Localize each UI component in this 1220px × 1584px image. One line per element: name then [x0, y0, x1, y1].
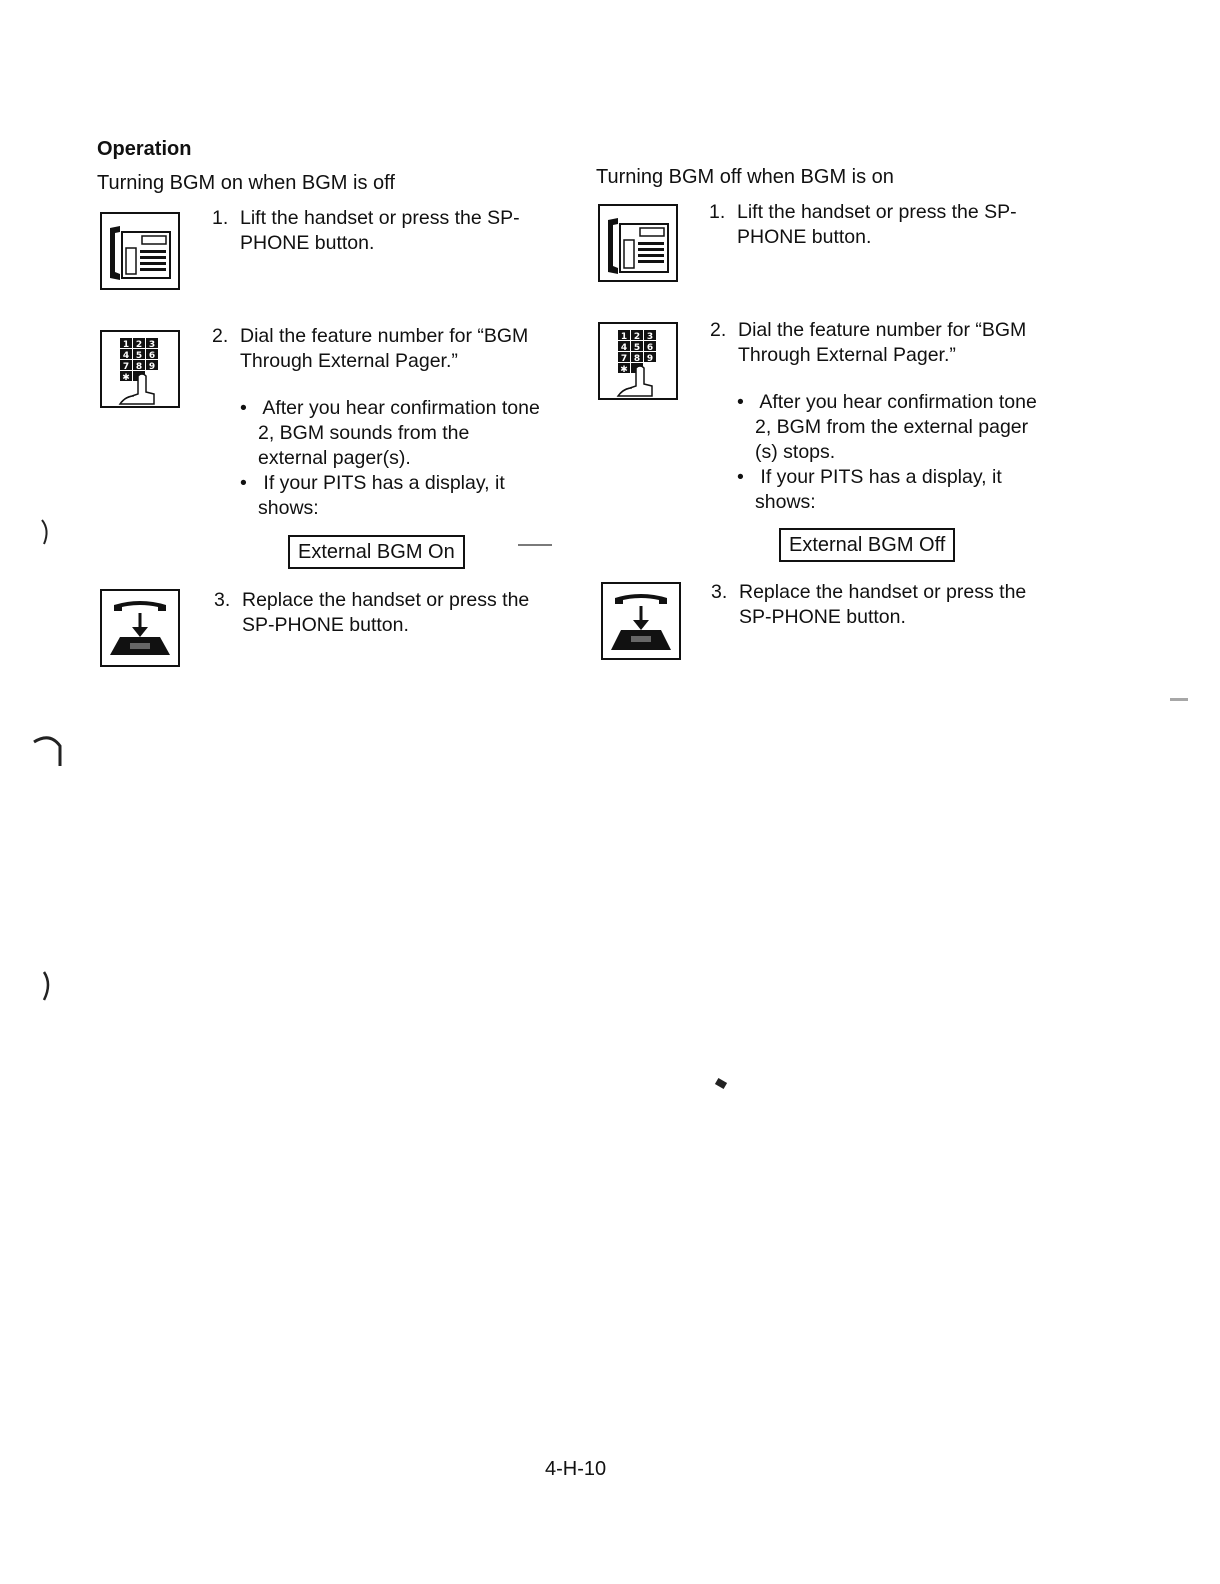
display-readout-off: External BGM Off [779, 528, 955, 562]
handset-on-hook-icon [100, 589, 180, 667]
left-bullet-list [240, 396, 540, 521]
page-number: 4-H-10 [545, 1458, 607, 1480]
svg-text:3: 3 [148, 340, 156, 350]
bullet-line: (s) stops. [755, 441, 836, 463]
step-line: SP-PHONE button. [242, 614, 409, 636]
step-line: PHONE button. [737, 226, 872, 248]
right-step-1 [709, 200, 1017, 250]
display-readout-on: External BGM On [288, 535, 465, 569]
step-line: Dial the feature number for “BGM [240, 325, 529, 347]
svg-text:9: 9 [646, 354, 654, 364]
svg-text:8: 8 [633, 354, 641, 364]
svg-text:7: 7 [620, 354, 628, 364]
svg-text:2: 2 [135, 340, 143, 350]
step-number: 1. [212, 207, 229, 229]
svg-text:8: 8 [135, 362, 143, 372]
bullet-item [737, 465, 1037, 515]
step-line: Dial the feature number for “BGM [738, 319, 1027, 341]
bullet-line: shows: [755, 491, 816, 513]
bullet-line: After you hear confirmation tone [759, 391, 1037, 413]
svg-text:1: 1 [620, 332, 628, 342]
step-line: Replace the handset or press the [739, 581, 1027, 603]
bullet-item [737, 390, 1037, 465]
bullet-line: If your PITS has a display, it [760, 466, 1002, 488]
svg-text:2: 2 [633, 332, 641, 342]
svg-text:5: 5 [135, 351, 143, 361]
svg-text:1: 1 [122, 340, 130, 350]
step-line: Lift the handset or press the SP- [737, 201, 1017, 223]
left-step-2 [212, 324, 528, 374]
step-number: 2. [710, 319, 727, 341]
handset-on-hook-icon [601, 582, 681, 660]
right-bullet-list [737, 390, 1037, 515]
step-line: Replace the handset or press the [242, 589, 530, 611]
bullet-line: After you hear confirmation tone [262, 397, 540, 419]
step-number: 1. [709, 201, 726, 223]
scan-speck [715, 1078, 727, 1089]
bullet-line: external pager(s). [258, 447, 411, 469]
step-line: Through External Pager.” [738, 344, 956, 366]
svg-text:3: 3 [646, 332, 654, 342]
svg-text:4: 4 [620, 343, 628, 353]
bullet-item [240, 396, 540, 471]
bullet-line: shows: [258, 497, 319, 519]
svg-text:5: 5 [633, 343, 641, 353]
keypad-icon [100, 330, 180, 408]
svg-text:7: 7 [122, 362, 130, 372]
svg-text:6: 6 [148, 351, 156, 361]
left-column-title: Turning BGM on when BGM is off [97, 172, 395, 194]
scan-speck [518, 544, 552, 546]
section-heading: Operation [97, 138, 192, 160]
step-line: PHONE button. [240, 232, 375, 254]
svg-text:9: 9 [148, 362, 156, 372]
bullet-item [240, 471, 540, 521]
step-number: 3. [214, 589, 231, 611]
bullet-line: 2, BGM from the external pager [755, 416, 1029, 438]
handset-off-hook-icon [598, 204, 678, 282]
step-line: SP-PHONE button. [739, 606, 906, 628]
right-step-3 [711, 580, 1026, 630]
handset-off-hook-icon [100, 212, 180, 290]
scan-artifacts [30, 510, 70, 1010]
svg-text:4: 4 [122, 351, 130, 361]
keypad-icon [598, 322, 678, 400]
svg-text:✱: ✱ [122, 373, 130, 383]
svg-text:6: 6 [646, 343, 654, 353]
step-number: 3. [711, 581, 728, 603]
step-line: Lift the handset or press the SP- [240, 207, 520, 229]
step-line: Through External Pager.” [240, 350, 458, 372]
scan-speck [1170, 698, 1188, 701]
bullet-line: If your PITS has a display, it [263, 472, 505, 494]
left-step-1 [212, 206, 520, 256]
step-number: 2. [212, 325, 229, 347]
right-column-title: Turning BGM off when BGM is on [596, 166, 894, 188]
svg-text:✱: ✱ [620, 365, 628, 375]
bullet-line: 2, BGM sounds from the [258, 422, 470, 444]
left-step-3 [214, 588, 529, 638]
right-step-2 [710, 318, 1026, 368]
